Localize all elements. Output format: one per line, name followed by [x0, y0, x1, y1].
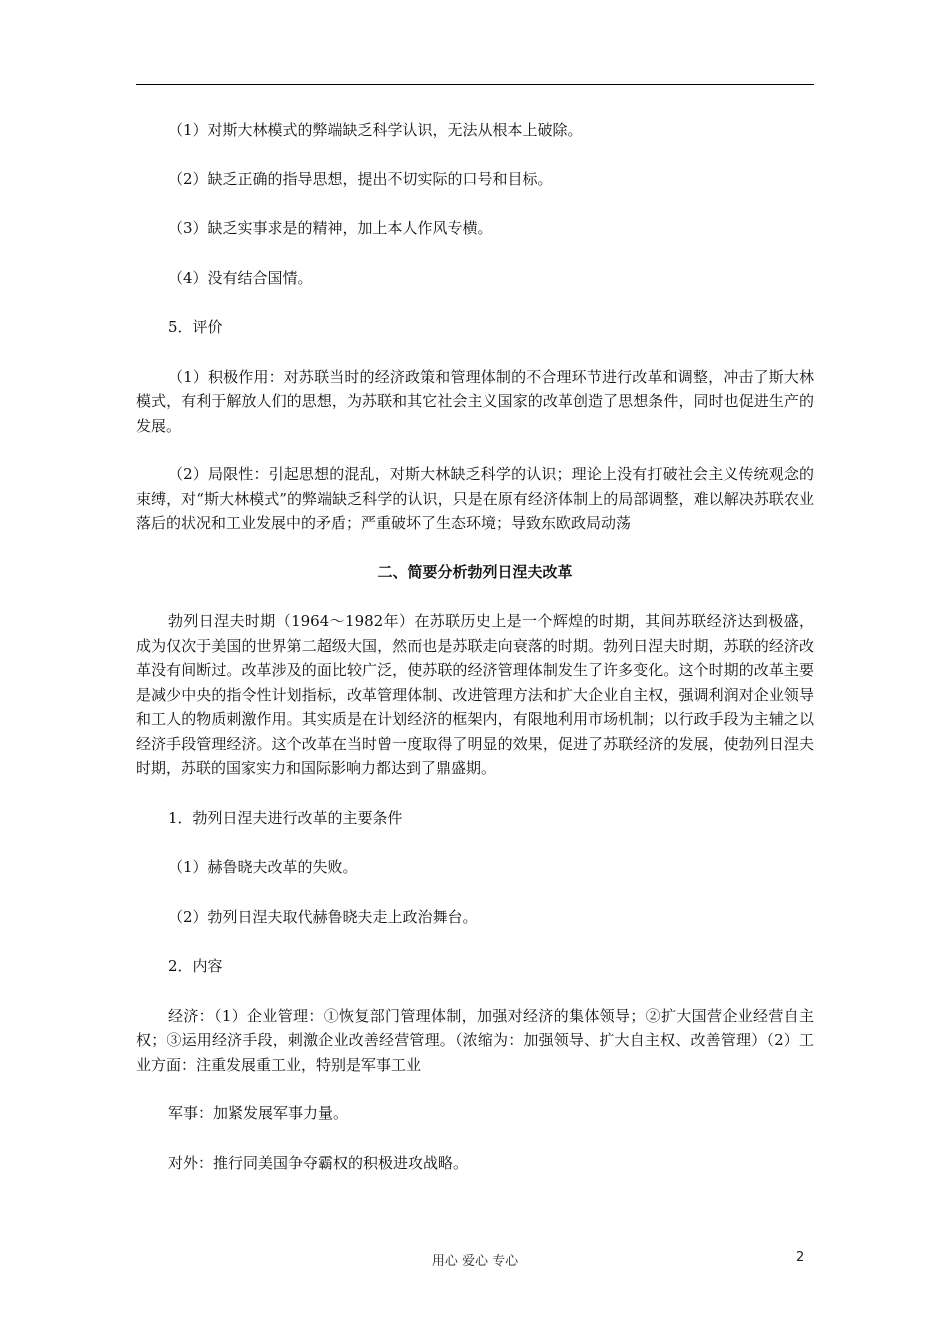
footer-motto: 用心 爱心 专心	[431, 1254, 519, 1269]
section-heading: 二、简要分析勃列日涅夫改革	[377, 562, 573, 581]
list-item: （3）缺乏实事求是的精神，加上本人作风专横。	[168, 219, 493, 237]
body-paragraph: 经济：（1）企业管理：①恢复部门管理体制，加强对经济的集体领导；②扩大国营企业经营自主权；③运用经济手段，刺激企业改善经营管理。（浓缩为：加强领导、扩大自主权、改善管理）（2）工业方面：注重发展重工业，特别是军事工业	[136, 1006, 814, 1074]
list-item: （2）勃列日涅夫取代赫鲁晓夫走上政治舞台。	[168, 907, 478, 926]
body-paragraph: （2）局限性：引起思想的混乱，对斯大林缺乏科学的认识；理论上没有打破社会主义传统观念的束缚，对“斯大林模式”的弊端缺乏科学的认识，只是在原有经济体制上的局部调整，难以解决苏联农业落后的状况和工业发展中的矛盾；严重破坏了生态环境；导致东欧政局动荡	[136, 465, 814, 532]
header-rule	[136, 84, 814, 85]
body-paragraph: 军事：加紧发展军事力量。	[168, 1104, 349, 1122]
list-item: （4）没有结合国情。	[168, 268, 313, 287]
list-item: （1）对斯大林模式的弊端缺乏科学认识，无法从根本上破除。	[168, 121, 583, 139]
section-subheading: 5．评价	[168, 318, 223, 336]
page-content	[136, 118, 814, 1175]
section-subheading: 2．内容	[168, 957, 223, 975]
list-item: （1）赫鲁晓夫改革的失败。	[168, 858, 358, 876]
page-number: 2	[796, 1250, 805, 1265]
body-paragraph: 勃列日涅夫时期（1964～1982年）在苏联历史上是一个辉煌的时期，其间苏联经济达到极盛，成为仅次于美国的世界第二超级大国，然而也是苏联走向衰落的时期。勃列日涅夫时期，苏联的经济改革没有间断过。改革涉及的面比较广泛，使苏联的经济管理体制发生了许多变化。这个时期的改革主要是减少中央的指令性计划指标，改革管理体制、改进管理方法和扩大企业自主权，强调利润对企业领导和工人的物质刺激作用。其实质是在计划经济的框架内，有限地利用市场机制；以行政手段为主辅之以经济手段管理经济。这个改革在当时曾一度取得了明显的效果，促进了苏联经济的发展，使勃列日涅夫时期，苏联的国家实力和国际影响力都达到了鼎盛期。	[136, 612, 814, 777]
section-subheading: 1．勃列日涅夫进行改革的主要条件	[168, 808, 403, 827]
list-item: （2）缺乏正确的指导思想，提出不切实际的口号和目标。	[168, 169, 553, 188]
body-paragraph: 对外：推行同美国争夺霸权的积极进攻战略。	[168, 1153, 469, 1172]
body-paragraph: （1）积极作用：对苏联当时的经济政策和管理体制的不合理环节进行改革和调整，冲击了斯大林模式，有利于解放人们的思想，为苏联和其它社会主义国家的改革创造了思想条件，同时也促进生产的发展。	[136, 367, 814, 435]
